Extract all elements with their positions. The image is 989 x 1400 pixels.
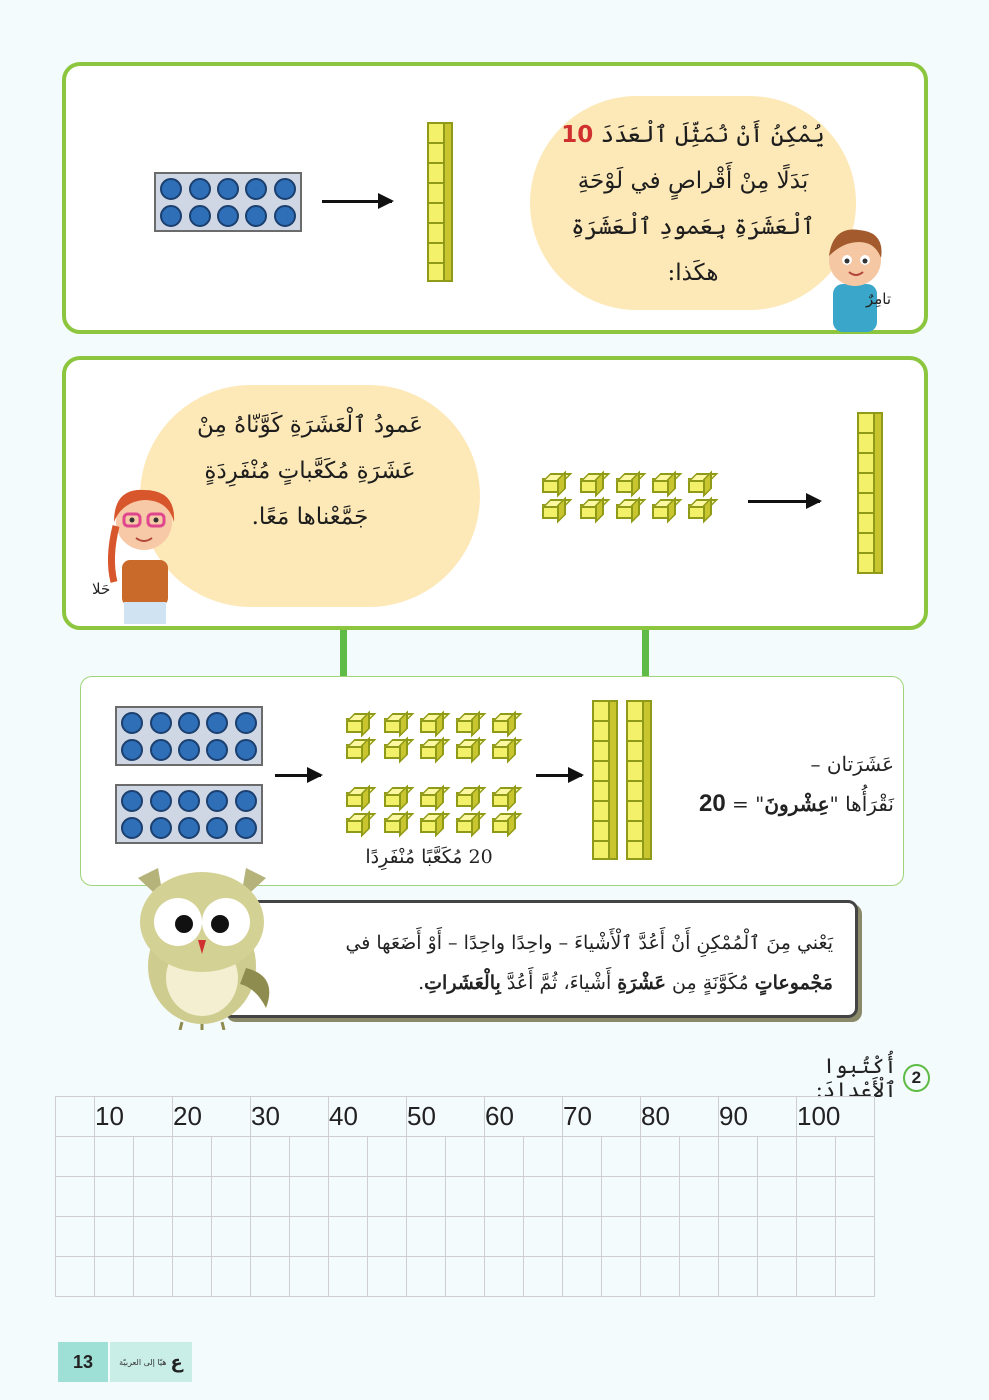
cube — [346, 744, 364, 759]
disc — [235, 790, 257, 812]
exercise-title: أُكْتُبوا ٱلْأَعْدادَ: — [815, 1054, 897, 1102]
grid-cell — [56, 1097, 95, 1137]
arrow-right — [536, 774, 582, 777]
bubble-text-hala: عَمودُ ٱلْعَشَرَةِ كَوَّنّاهُ مِنْ عَشَرَةِ مُكَعَّباتٍ مُنْفَرِدَةٍ جَمَّعْناها مَعًا. — [196, 412, 424, 530]
connector-right — [642, 630, 649, 678]
cube — [580, 478, 598, 493]
character-name-tamer: تامِرٌ — [866, 290, 892, 308]
disc — [206, 712, 228, 734]
cube — [616, 478, 634, 493]
cube — [456, 792, 474, 807]
cube — [492, 744, 510, 759]
grid-number: 30 — [251, 1097, 329, 1137]
grid-number: 100 — [797, 1097, 875, 1137]
grid-number: 10 — [95, 1097, 173, 1137]
grid-header-row — [56, 1097, 875, 1137]
ten-rod — [857, 412, 877, 574]
twenty-line-1: عَشَرَتان – — [810, 752, 894, 776]
publisher-logo — [110, 1342, 192, 1382]
ten-rod — [427, 122, 447, 282]
ten-rod — [626, 700, 646, 860]
ten-frame-discs — [154, 172, 302, 232]
ten-frame-discs — [115, 784, 263, 844]
disc — [160, 178, 182, 200]
disc — [150, 739, 172, 761]
grid-row[interactable] — [56, 1177, 875, 1217]
cube — [542, 504, 560, 519]
cube — [456, 718, 474, 733]
disc — [235, 739, 257, 761]
grid-row[interactable] — [56, 1137, 875, 1177]
grid-number: 80 — [641, 1097, 719, 1137]
grid-number: 40 — [329, 1097, 407, 1137]
disc — [160, 205, 182, 227]
ten-rod — [592, 700, 612, 860]
arrow-right — [322, 200, 392, 203]
cube — [346, 792, 364, 807]
disc — [206, 817, 228, 839]
disc — [150, 712, 172, 734]
cube — [420, 792, 438, 807]
cube — [384, 718, 402, 733]
disc — [245, 205, 267, 227]
cube — [492, 818, 510, 833]
cube — [420, 718, 438, 733]
disc — [150, 790, 172, 812]
cube — [580, 504, 598, 519]
disc — [235, 817, 257, 839]
cube — [346, 818, 364, 833]
disc — [274, 178, 296, 200]
disc — [178, 712, 200, 734]
girl-character-illustration — [98, 478, 190, 624]
cube — [384, 744, 402, 759]
logo-icon: ع — [170, 1351, 183, 1373]
tip-note-box — [222, 900, 858, 1018]
disc — [206, 790, 228, 812]
note-line-1: يَعْني مِنَ ٱلْمُمْكِنِ أَنْ أَعُدَّ ٱلْأَشْياءَ – واحِدًا واحِدًا – أَوْ أَضَعَها في — [345, 932, 833, 954]
grid-number: 60 — [485, 1097, 563, 1137]
cube — [420, 744, 438, 759]
character-name-hala: حَلا — [92, 580, 111, 598]
cubes-caption: 20 مُكَعَّبًا مُنْفَرِدًا — [365, 846, 493, 868]
grid-number: 90 — [719, 1097, 797, 1137]
cube — [420, 818, 438, 833]
disc — [235, 712, 257, 734]
disc — [121, 790, 143, 812]
disc — [217, 205, 239, 227]
disc — [189, 205, 211, 227]
cube — [542, 478, 560, 493]
arrow-right — [748, 500, 820, 503]
disc — [189, 178, 211, 200]
disc — [150, 817, 172, 839]
logo-text: هيّا إلى العربيّة — [119, 1357, 167, 1367]
boy-character-illustration — [815, 220, 895, 332]
bubble-text-tamer: يُمْكِنُ أَنْ نُمَثِّلَ ٱلْعَدَدَ 10 بَدَلًا مِنْ أَقْراصٍ في لَوْحَةِ ٱلْعَشَرَةِ بِعَمودِ ٱلْعَشَرَةِ هكَذا: — [561, 122, 825, 286]
disc — [206, 739, 228, 761]
disc — [121, 712, 143, 734]
grid-number: 20 — [173, 1097, 251, 1137]
cube — [616, 504, 634, 519]
disc — [121, 817, 143, 839]
page-number: 13 — [58, 1342, 108, 1382]
disc — [274, 205, 296, 227]
exercise-header — [740, 1054, 930, 1102]
grid-number: 70 — [563, 1097, 641, 1137]
owl-illustration — [128, 858, 278, 1030]
cube — [492, 718, 510, 733]
grid-row[interactable] — [56, 1217, 875, 1257]
disc — [178, 790, 200, 812]
grid-number: 50 — [407, 1097, 485, 1137]
connector-left — [340, 630, 347, 678]
ten-frame-discs — [115, 706, 263, 766]
cube — [456, 818, 474, 833]
grid-row[interactable] — [56, 1257, 875, 1297]
numbers-writing-grid — [55, 1096, 875, 1297]
cube — [652, 478, 670, 493]
twenty-explanation — [654, 744, 894, 824]
cube — [492, 792, 510, 807]
number-ten: 10 — [561, 122, 594, 148]
disc — [121, 739, 143, 761]
note-line-2: مَجْموعاتٍ مُكَوَّنَةٍ مِن عَشْرَةِ أَشْياءَ، ثُمَّ أَعُدَّ بِالْعَشَراتِ. — [418, 972, 833, 994]
cube — [688, 504, 706, 519]
cube — [688, 478, 706, 493]
twenty-line-2: نَقْرَأُها "عِشْرونَ" = 20 — [698, 790, 894, 817]
cube — [652, 504, 670, 519]
disc — [217, 178, 239, 200]
cube — [456, 744, 474, 759]
cube — [384, 792, 402, 807]
disc — [178, 817, 200, 839]
disc — [178, 739, 200, 761]
arrow-right — [275, 774, 321, 777]
exercise-number-badge: 2 — [903, 1064, 930, 1092]
disc — [245, 178, 267, 200]
cube — [384, 818, 402, 833]
cube — [346, 718, 364, 733]
